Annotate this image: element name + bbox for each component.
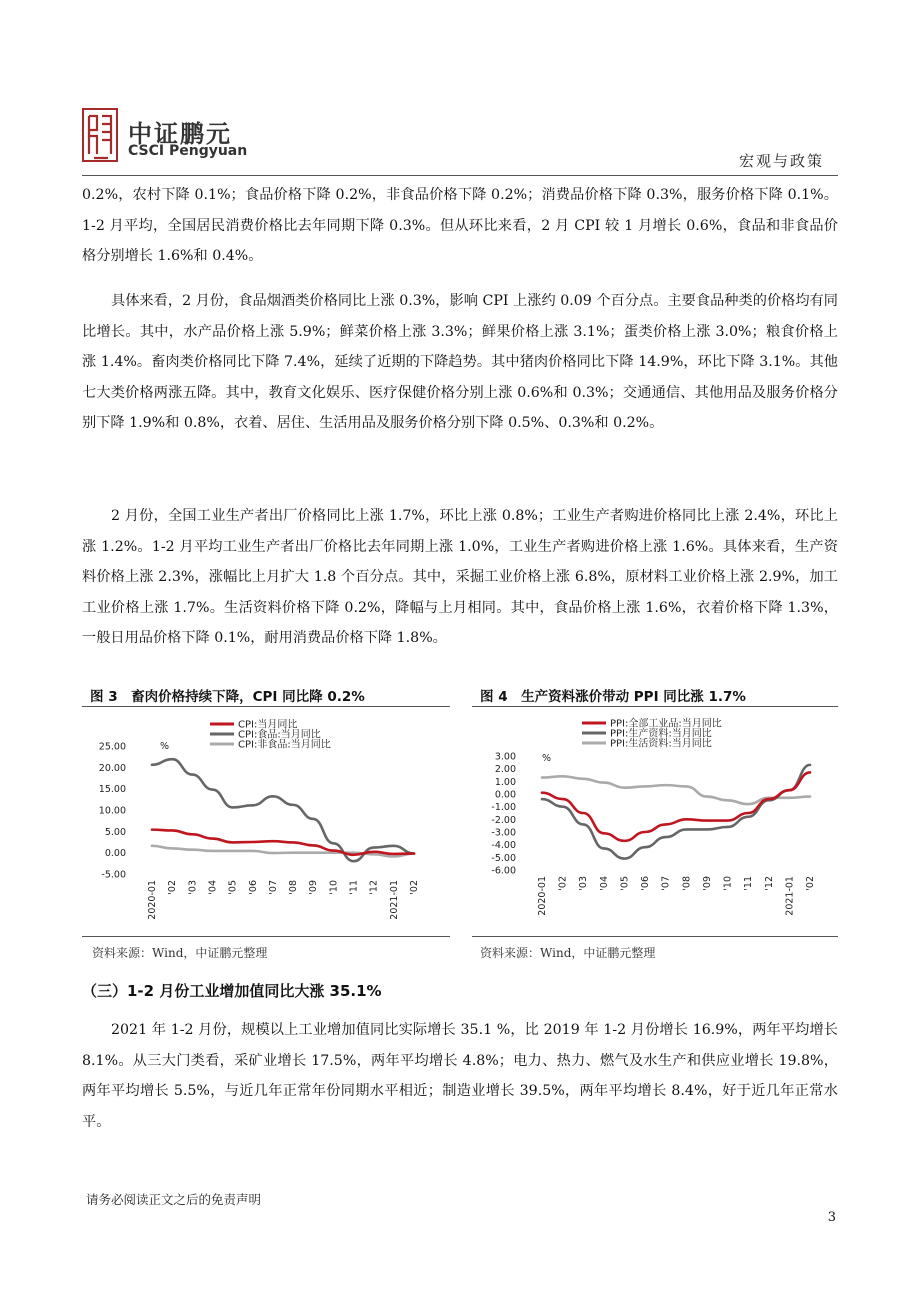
brand-name-en: CSCI Pengyuan [128,143,248,159]
legend-label: PPI:生产资料:当月同比 [610,728,712,740]
figure3-source: 资料来源：Wind，中证鹏元整理 [92,946,268,960]
figure3-chart [82,710,450,934]
paragraph-ppi: 2 月份，全国工业生产者出厂价格同比上涨 1.7%，环比上涨 0.8%；工业生产者购进价格同比上涨 2.4%，环比上涨 1.2%。1-2 月平均工业生产者出厂价格比去年同期上涨 1.0%，工业生产者购进价格上涨 1.6%。具体来看，生产资料价格上涨 2.3%，涨幅比上月扩大 1.8 个百分点。其中，采掘工业价格上涨 6.8%，原材料工业价格上涨 2.9%，加工工业价格上涨 1.7%。生活资料价格下降 0.2%，降幅与上月相同。其中，食品价格上涨 1.6%，衣着价格下降 1.3%，一般日用品价格下降 0.1%，耐用消费品价格下降 1.8%。 [82,508,838,646]
x-tick-label: '07 [267,880,279,895]
x-tick-label: '04 [598,876,610,891]
y-tick-label: -5.00 [101,869,126,881]
x-tick-label: '09 [701,876,713,891]
brand-name-cn: 中证鹏元 [128,120,232,148]
y-tick-label: -4.00 [491,840,516,852]
x-tick-label: '02 [557,876,569,891]
figure3-top-rule [82,706,450,707]
section-tag: 宏观与政策 [738,152,824,170]
x-tick-label: '06 [640,876,652,891]
paragraph-industrial-output: 2021 年 1-2 月份，规模以上工业增加值同比实际增长 35.1 %，比 2019 年 1-2 月份增长 16.9%，两年平均增长 8.1%。从三大门类看，采矿业增长 17.5%，两年平均增长 4.8%；电力、热力、燃气及水生产和供应业增长 19.8%，两年平均增长 5.5%，与近几年正常年份同期水平相近；制造业增长 39.5%，两年平均增长 8.4%，好于近几年正常水平。 [82,1022,838,1130]
x-tick-label: '12 [368,880,380,895]
y-tick-label: 1.00 [494,776,516,788]
x-tick-label: '10 [722,876,734,891]
figure4-title: 图 4 生产资料涨价带动 PPI 同比涨 1.7% [480,689,746,705]
x-tick-label: '06 [247,880,259,895]
y-tick-label: -1.00 [491,802,516,814]
x-tick-label: '08 [681,876,693,891]
series-line [152,830,414,855]
x-tick-label: '05 [227,880,239,895]
x-tick-label: '10 [328,880,340,895]
series-line [152,759,414,861]
y-tick-label: -5.00 [491,852,516,864]
header-divider [82,175,838,176]
disclaimer: 请务必阅读正文之后的免责声明 [86,1192,262,1207]
figure3-title: 图 3 畜肉价格持续下降，CPI 同比降 0.2% [90,689,365,705]
y-tick-label: 2.00 [494,764,516,776]
x-tick-label: '02 [167,880,179,895]
y-tick-label: -6.00 [491,865,516,877]
x-tick-label: 2021-01 [784,876,796,916]
y-tick-label: 15.00 [98,784,126,796]
y-unit-label: % [160,741,170,752]
y-tick-label: 10.00 [98,805,126,817]
legend-label: CPI:当月同比 [238,719,298,731]
y-tick-label: 20.00 [98,762,126,774]
legend-label: CPI:非食品:当月同比 [238,739,331,751]
figure3-bottom-rule [82,936,450,937]
y-tick-label: 0.00 [494,789,516,801]
paragraph-cpi-overview: 0.2%，农村下降 0.1%；食品价格下降 0.2%，非食品价格下降 0.2%；消费品价格下降 0.3%，服务价格下降 0.1%。1-2 月平均，全国居民消费价格比去年同期下降 0.3%。但从环比来看，2 月 CPI 较 1 月增长 0.6%，食品和非食品价格分别增长 1.6%和 0.4%。 [82,187,838,264]
x-tick-label: '04 [207,880,219,895]
y-tick-label: 5.00 [104,826,126,838]
x-tick-label: '03 [578,876,590,891]
x-tick-label: 2021-01 [388,880,400,920]
legend-label: PPI:全部工业品:当月同比 [610,718,722,730]
y-tick-label: 0.00 [104,848,126,860]
figure4-chart [472,710,838,934]
x-tick-label: '02 [805,876,816,891]
y-tick-label: 3.00 [494,751,516,763]
page-number: 3 [827,1210,836,1225]
figure4-source: 资料来源：Wind，中证鹏元整理 [480,946,656,960]
section-heading-industrial: （三）1-2 月份工业增加值同比大涨 35.1% [82,982,382,1000]
x-tick-label: '08 [288,880,300,895]
x-tick-label: '11 [348,880,360,895]
paragraph-cpi-detail: 具体来看，2 月份，食品烟酒类价格同比上涨 0.3%，影响 CPI 上涨约 0.09 个百分点。主要食品种类的价格均有同比增长。其中，水产品价格上涨 5.9%；鲜菜价格上涨 3.3%；鲜果价格上涨 3.1%；蛋类价格上涨 3.0%；粮食价格上涨 1.4%。畜肉类价格同比下降 7.4%，延续了近期的下降趋势。其中猪肉价格同比下降 14.9%，环比下降 3.1%。其他七大类价格两涨五降。其中，教育文化娱乐、医疗保健价格分别上涨 0.6%和 0.3%；交通通信、其他用品及服务价格分别下降 1.9%和 0.8%，衣着、居住、生活用品及服务价格分别下降 0.5%、0.3%和 0.2%。 [82,293,838,431]
figure4-bottom-rule [472,936,838,937]
legend-label: CPI:食品:当月同比 [238,729,321,741]
x-tick-label: '11 [743,876,755,891]
y-unit-label: % [542,753,552,764]
y-tick-label: -3.00 [491,827,516,839]
y-tick-label: -2.00 [491,814,516,826]
x-tick-label: '03 [187,880,199,895]
x-tick-label: '07 [660,876,672,891]
x-tick-label: '02 [409,880,420,895]
x-tick-label: '09 [308,880,320,895]
x-tick-label: 2020-01 [147,880,158,920]
x-tick-label: '12 [763,876,775,891]
y-tick-label: 25.00 [98,741,126,753]
figure4-top-rule [472,706,838,707]
x-tick-label: '05 [619,876,631,891]
company-logo [82,108,118,162]
series-line [542,772,810,840]
x-tick-label: 2020-01 [537,876,548,916]
legend-label: PPI:生活资料:当月同比 [610,738,712,750]
